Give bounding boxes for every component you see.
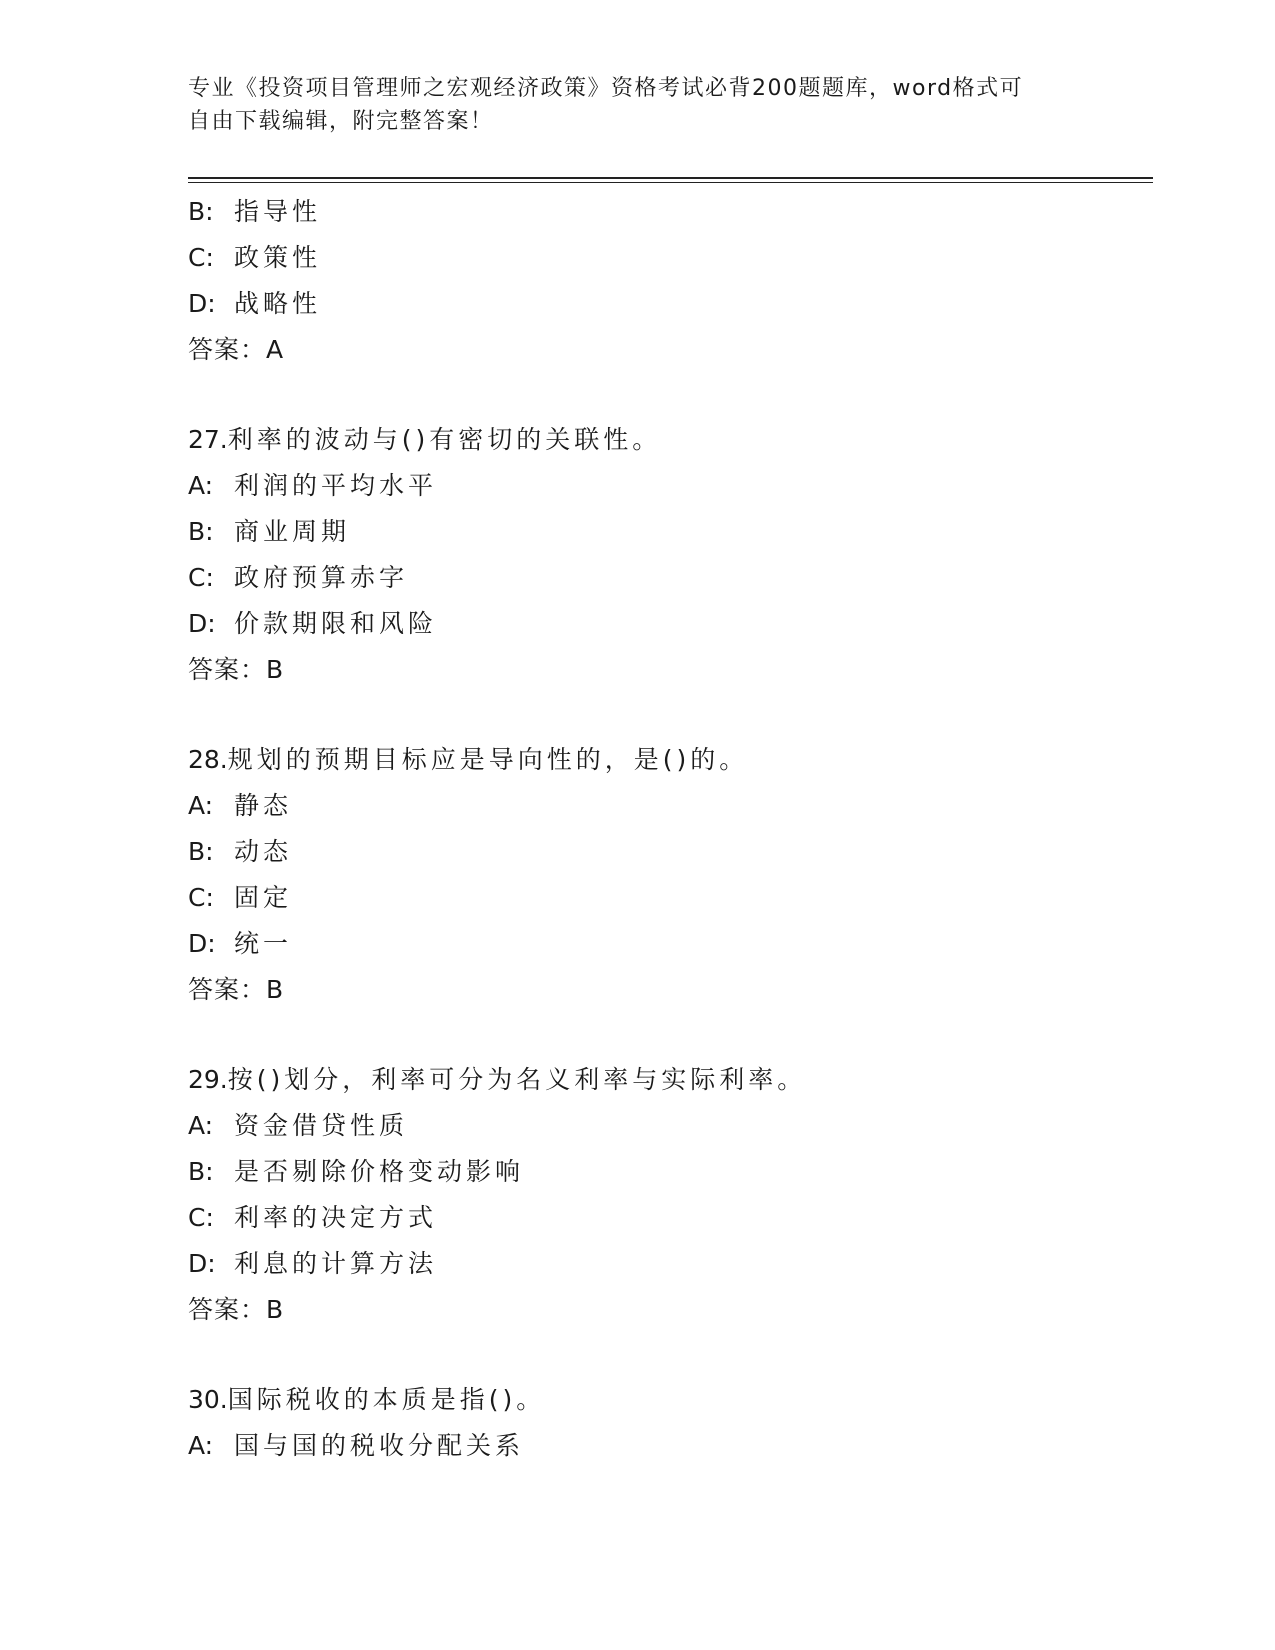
document-header [188, 72, 1088, 138]
option-b: B: 商业周期 [188, 517, 351, 546]
answer: 答案：B [188, 655, 285, 684]
option-d: D: 利息的计算方法 [188, 1249, 438, 1278]
answer: 答案：A [188, 335, 285, 364]
option-a: A: 国与国的税收分配关系 [188, 1431, 525, 1460]
option-d: D: 价款期限和风险 [188, 609, 438, 638]
option-c: C: 政策性 [188, 243, 322, 272]
option-d: D: 战略性 [188, 289, 322, 318]
question-stem: 30.国际税收的本质是指()。 [188, 1385, 546, 1414]
question-27 [188, 417, 1148, 693]
answer: 答案：B [188, 975, 285, 1004]
option-b: B: 指导性 [188, 197, 322, 226]
question-26-continued [188, 189, 1148, 373]
question-stem: 28.规划的预期目标应是导向性的，是()的。 [188, 745, 749, 774]
question-30 [188, 1377, 1148, 1469]
option-c: C: 政府预算赤字 [188, 563, 409, 592]
option-c: C: 固定 [188, 883, 293, 912]
option-a: A: 利润的平均水平 [188, 471, 438, 500]
option-b: B: 动态 [188, 837, 293, 866]
answer: 答案：B [188, 1295, 285, 1324]
option-c: C: 利率的决定方式 [188, 1203, 438, 1232]
question-stem: 29.按()划分，利率可分为名义利率与实际利率。 [188, 1065, 807, 1094]
header-line-2: 自由下载编辑，附完整答案！ [188, 109, 494, 134]
option-d: D: 统一 [188, 929, 293, 958]
option-a: A: 静态 [188, 791, 293, 820]
option-a: A: 资金借贷性质 [188, 1111, 409, 1140]
header-line-1: 专业《投资项目管理师之宏观经济政策》资格考试必背200题题库，word格式可 [188, 76, 1024, 101]
header-divider-thick [188, 177, 1153, 179]
option-b: B: 是否剔除价格变动影响 [188, 1157, 525, 1186]
question-stem: 27.利率的波动与()有密切的关联性。 [188, 425, 662, 454]
question-28 [188, 737, 1148, 1013]
header-divider-thin [188, 182, 1153, 183]
question-list [188, 189, 1148, 1469]
question-29 [188, 1057, 1148, 1333]
